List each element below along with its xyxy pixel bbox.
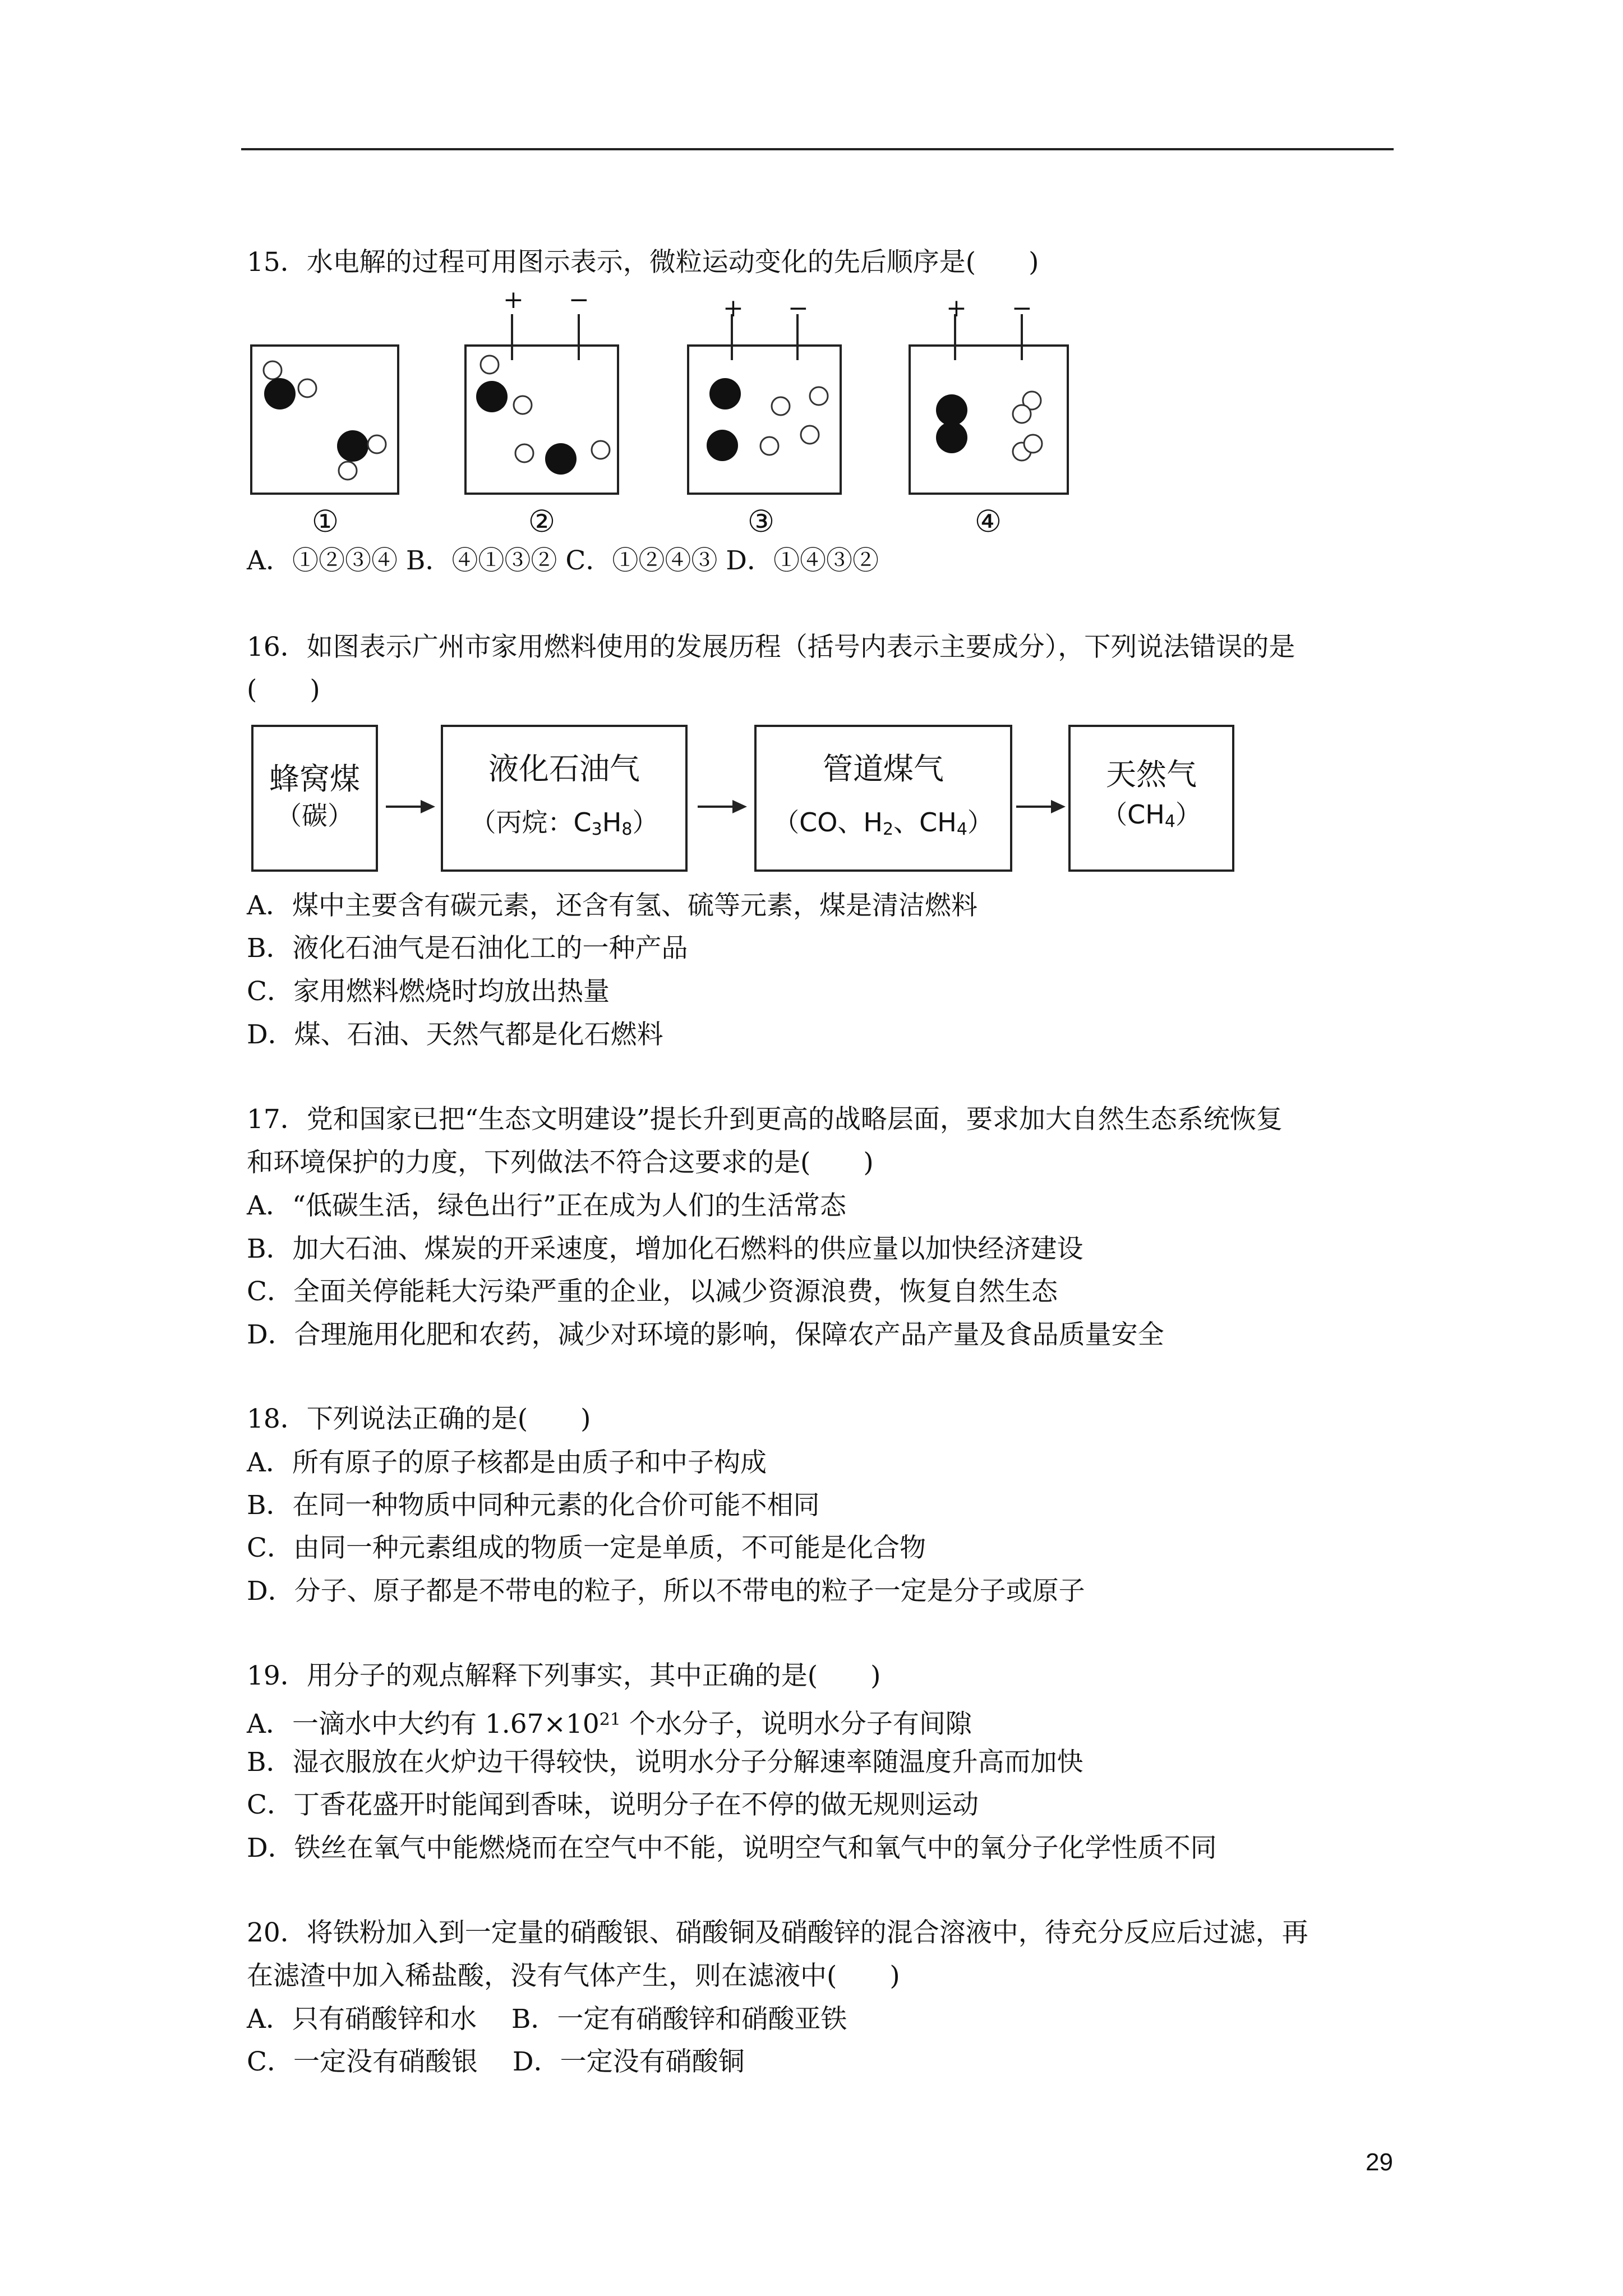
- q17-stem-line2: 和环境保护的力度，下列做法不符合这要求的是( ): [247, 1147, 874, 1178]
- q19-option-c: C．丁香花盛开时能闻到香味，说明分子在不停的做无规则运动: [247, 1789, 979, 1820]
- page-number: 29: [1366, 2148, 1393, 2176]
- minus-sign: −: [569, 286, 589, 314]
- q19-option-b: B．湿衣服放在火炉边干得较快，说明水分子分解速率随温度升高而加快: [247, 1747, 1083, 1778]
- q16-option-b: B．液化石油气是石油化工的一种产品: [247, 933, 688, 964]
- fuel-name: 蜂窝煤: [269, 761, 360, 797]
- arrow-right: [698, 795, 747, 818]
- q18-option-a: A．所有原子的原子核都是由质子和中子构成: [247, 1447, 767, 1478]
- q19-stem: 19．用分子的观点解释下列事实，其中正确的是( ): [247, 1660, 881, 1691]
- q17-option-a: A．“低碳生活，绿色出行”正在成为人们的生活常态: [247, 1190, 846, 1221]
- q16-stem-line1: 16．如图表示广州市家用燃料使用的发展历程（括号内表示主要成分），下列说法错误的是: [247, 632, 1295, 662]
- plus-sign: +: [723, 294, 744, 323]
- q20-options-row2: C．一定没有硝酸银 D．一定没有硝酸铜: [247, 2046, 745, 2077]
- o-atom: [264, 378, 296, 409]
- fuel-box-honeycomb-coal: [251, 725, 378, 872]
- fuel-component: （丙烷：$C_3H_8$）: [470, 807, 658, 839]
- h-atom: [339, 462, 357, 480]
- q20-stem-line2: 在滤渣中加入稀盐酸，没有气体产生，则在滤液中( ): [247, 1961, 900, 1991]
- q18-option-b: B．在同一种物质中同种元素的化合价可能不相同: [247, 1490, 820, 1521]
- q20-stem-line1: 20．将铁粉加入到一定量的硝酸银、硝酸铜及硝酸锌的混合溶液中，待充分反应后过滤，再: [247, 1917, 1308, 1948]
- fuel-box-natural-gas: [1068, 725, 1234, 872]
- q17-option-d: D．合理施用化肥和农药，减少对环境的影响，保障农产品产量及食品质量安全: [247, 1319, 1164, 1350]
- fuel-box-town-gas: [754, 725, 1012, 872]
- fuel-name: 液化石油气: [488, 751, 640, 786]
- q17-option-c: C．全面关停能耗大污染严重的企业，以减少资源浪费，恢复自然生态: [247, 1276, 1058, 1307]
- q19-option-d: D．铁丝在氧气中能燃烧而在空气中不能，说明空气和氧气中的氧分子化学性质不同: [247, 1833, 1217, 1864]
- box-4: [910, 346, 1068, 494]
- q17-option-b: B．加大石油、煤炭的开采速度，增加化石燃料的供应量以加快经济建设: [247, 1234, 1083, 1264]
- box-3: [688, 346, 841, 494]
- plus-sign: +: [946, 294, 967, 323]
- figure-label-2: ②: [528, 504, 556, 539]
- figure-label-1: ①: [311, 504, 339, 539]
- fuel-box-lpg: [441, 725, 688, 872]
- figure-label-4: ④: [974, 504, 1002, 539]
- q15-stem: 15．水电解的过程可用图示表示，微粒运动变化的先后顺序是( ): [247, 247, 1039, 278]
- q15-options: A．①②③④ B．④①③② C．①②④③ D．①④③②: [247, 545, 879, 576]
- q16-stem-line2: ( ): [247, 674, 320, 705]
- q18-option-d: D．分子、原子都是不带电的粒子，所以不带电的粒子一定是分子或原子: [247, 1576, 1085, 1607]
- q16-option-a: A．煤中主要含有碳元素，还含有氢、硫等元素，煤是清洁燃料: [247, 890, 978, 921]
- q16-option-d: D．煤、石油、天然气都是化石燃料: [247, 1019, 663, 1050]
- plus-sign: +: [503, 286, 524, 314]
- arrow-right: [386, 795, 435, 818]
- h-atom: [368, 435, 386, 453]
- q17-stem-line1: 17．党和国家已把“生态文明建设”提长升到更高的战略层面，要求加大自然生态系统恢复: [247, 1104, 1283, 1135]
- fuel-component: （CO、$H_2$、$CH_4$）: [773, 807, 993, 839]
- fuel-name: 天然气: [1106, 757, 1197, 792]
- figure-label-3: ③: [747, 504, 775, 539]
- fuel-component: （碳）: [276, 800, 353, 831]
- h-atom: [264, 361, 282, 379]
- minus-sign: −: [1012, 294, 1032, 323]
- fuel-component: $(CH_4)$: [1101, 799, 1201, 831]
- q18-option-c: C．由同一种元素组成的物质一定是单质，不可能是化合物: [247, 1533, 926, 1563]
- fuel-name: 管道煤气: [823, 751, 944, 786]
- q16-option-c: C．家用燃料燃烧时均放出热量: [247, 976, 610, 1007]
- q20-options-row1: A．只有硝酸锌和水 B．一定有硝酸锌和硝酸亚铁: [247, 2004, 847, 2035]
- q18-stem: 18．下列说法正确的是( ): [247, 1404, 591, 1434]
- q19-option-a: A．一滴水中大约有 $1.67\times 10^{21}$ 个水分子，说明水分子有间隙: [247, 1709, 972, 1740]
- o-atom: [337, 430, 368, 462]
- h-atom: [298, 379, 316, 397]
- arrow-right: [1016, 795, 1066, 818]
- minus-sign: −: [788, 294, 809, 323]
